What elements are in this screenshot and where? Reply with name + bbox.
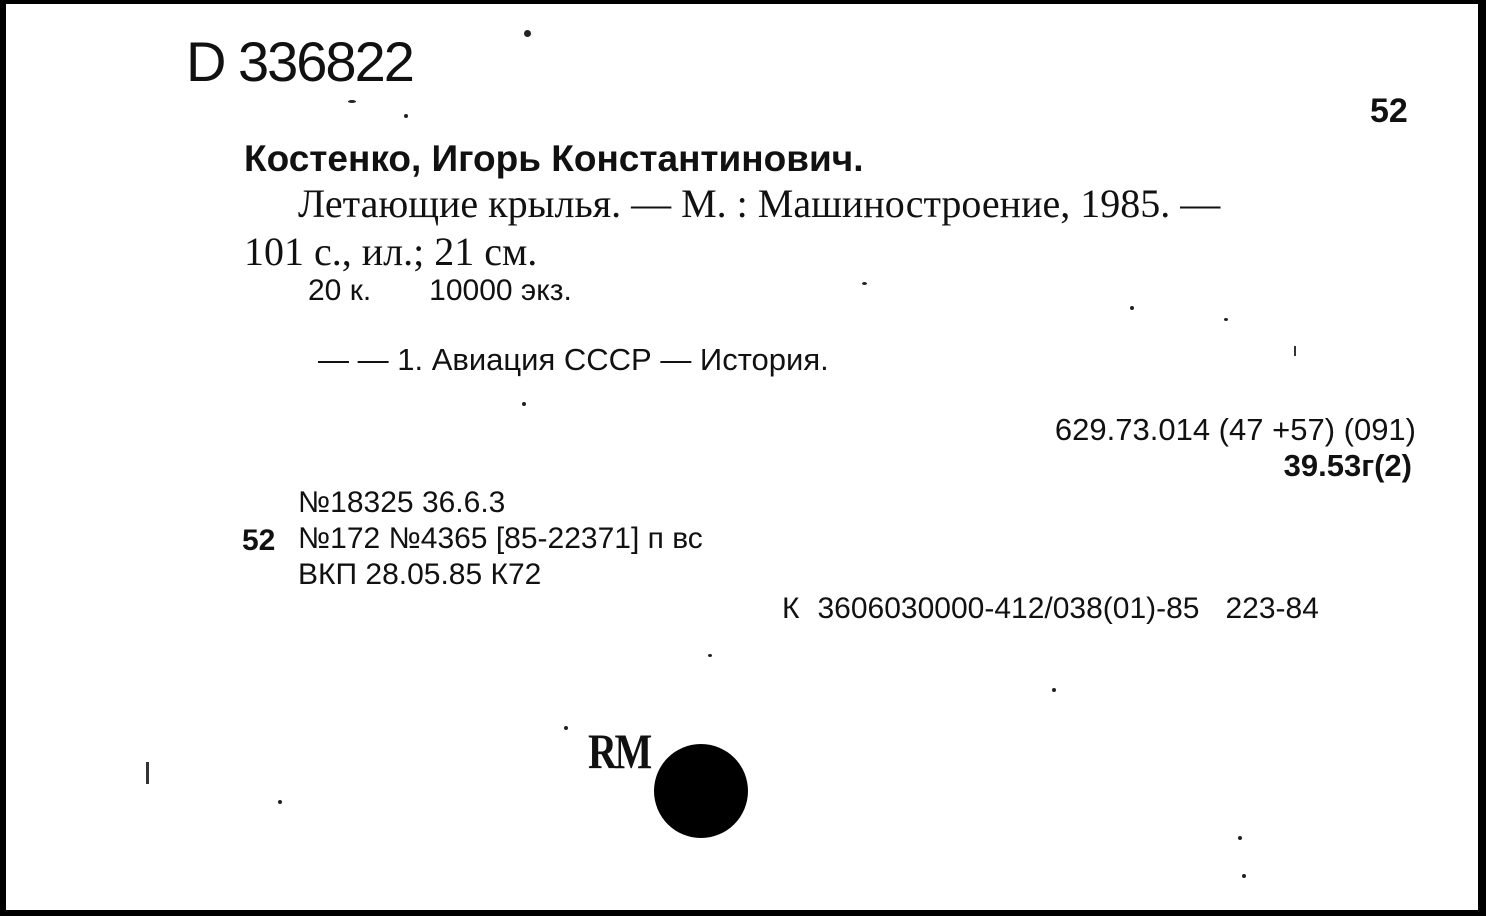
speck (404, 114, 408, 118)
speck (1238, 836, 1242, 840)
speck (862, 282, 867, 285)
speck (1052, 688, 1056, 692)
speck (1294, 346, 1296, 356)
publisher-code: 3606030000-412/038(01)-85 (817, 592, 1200, 625)
publisher-code-line (782, 594, 1319, 624)
shelf-mark-left: 52 (242, 524, 276, 557)
speck (522, 402, 526, 406)
registration-line-2: №172 №4365 [85-22371] п вс (298, 522, 703, 555)
speck (1130, 306, 1134, 310)
speck (278, 800, 282, 804)
call-number: D 336822 (186, 30, 413, 93)
speck (1224, 318, 1228, 321)
print-run: 10000 экз. (429, 274, 572, 307)
price-line (308, 276, 572, 306)
catalog-card (6, 4, 1478, 910)
order-number: 223-84 (1225, 592, 1319, 625)
shelf-mark-top: 52 (1370, 92, 1408, 130)
udc-index: 629.73.014 (47 +57) (091) (1054, 412, 1416, 447)
speck (524, 30, 531, 37)
physical-description: 101 с., ил.; 21 см. (244, 229, 538, 274)
price: 20 к. (308, 274, 372, 307)
speck (146, 762, 149, 784)
stamp-label: RM (588, 723, 650, 779)
title-statement: Летающие крылья. — М. : Машиностроение, 1985. — (298, 181, 1221, 226)
stamp-dot (654, 744, 748, 838)
registration-line-1: №18325 36.6.3 (298, 486, 506, 519)
speck (708, 654, 712, 657)
speck (1242, 874, 1246, 878)
code-prefix: К (782, 592, 800, 625)
registration-line-3: ВКП 28.05.85 К72 (298, 558, 542, 591)
author-heading: Костенко, Игорь Константинович. (244, 138, 864, 179)
subject-heading: — — 1. Авиация СССР — История. (318, 342, 829, 377)
speck (348, 100, 356, 103)
bbk-index: 39.53г(2) (1283, 448, 1412, 483)
speck (564, 726, 568, 730)
